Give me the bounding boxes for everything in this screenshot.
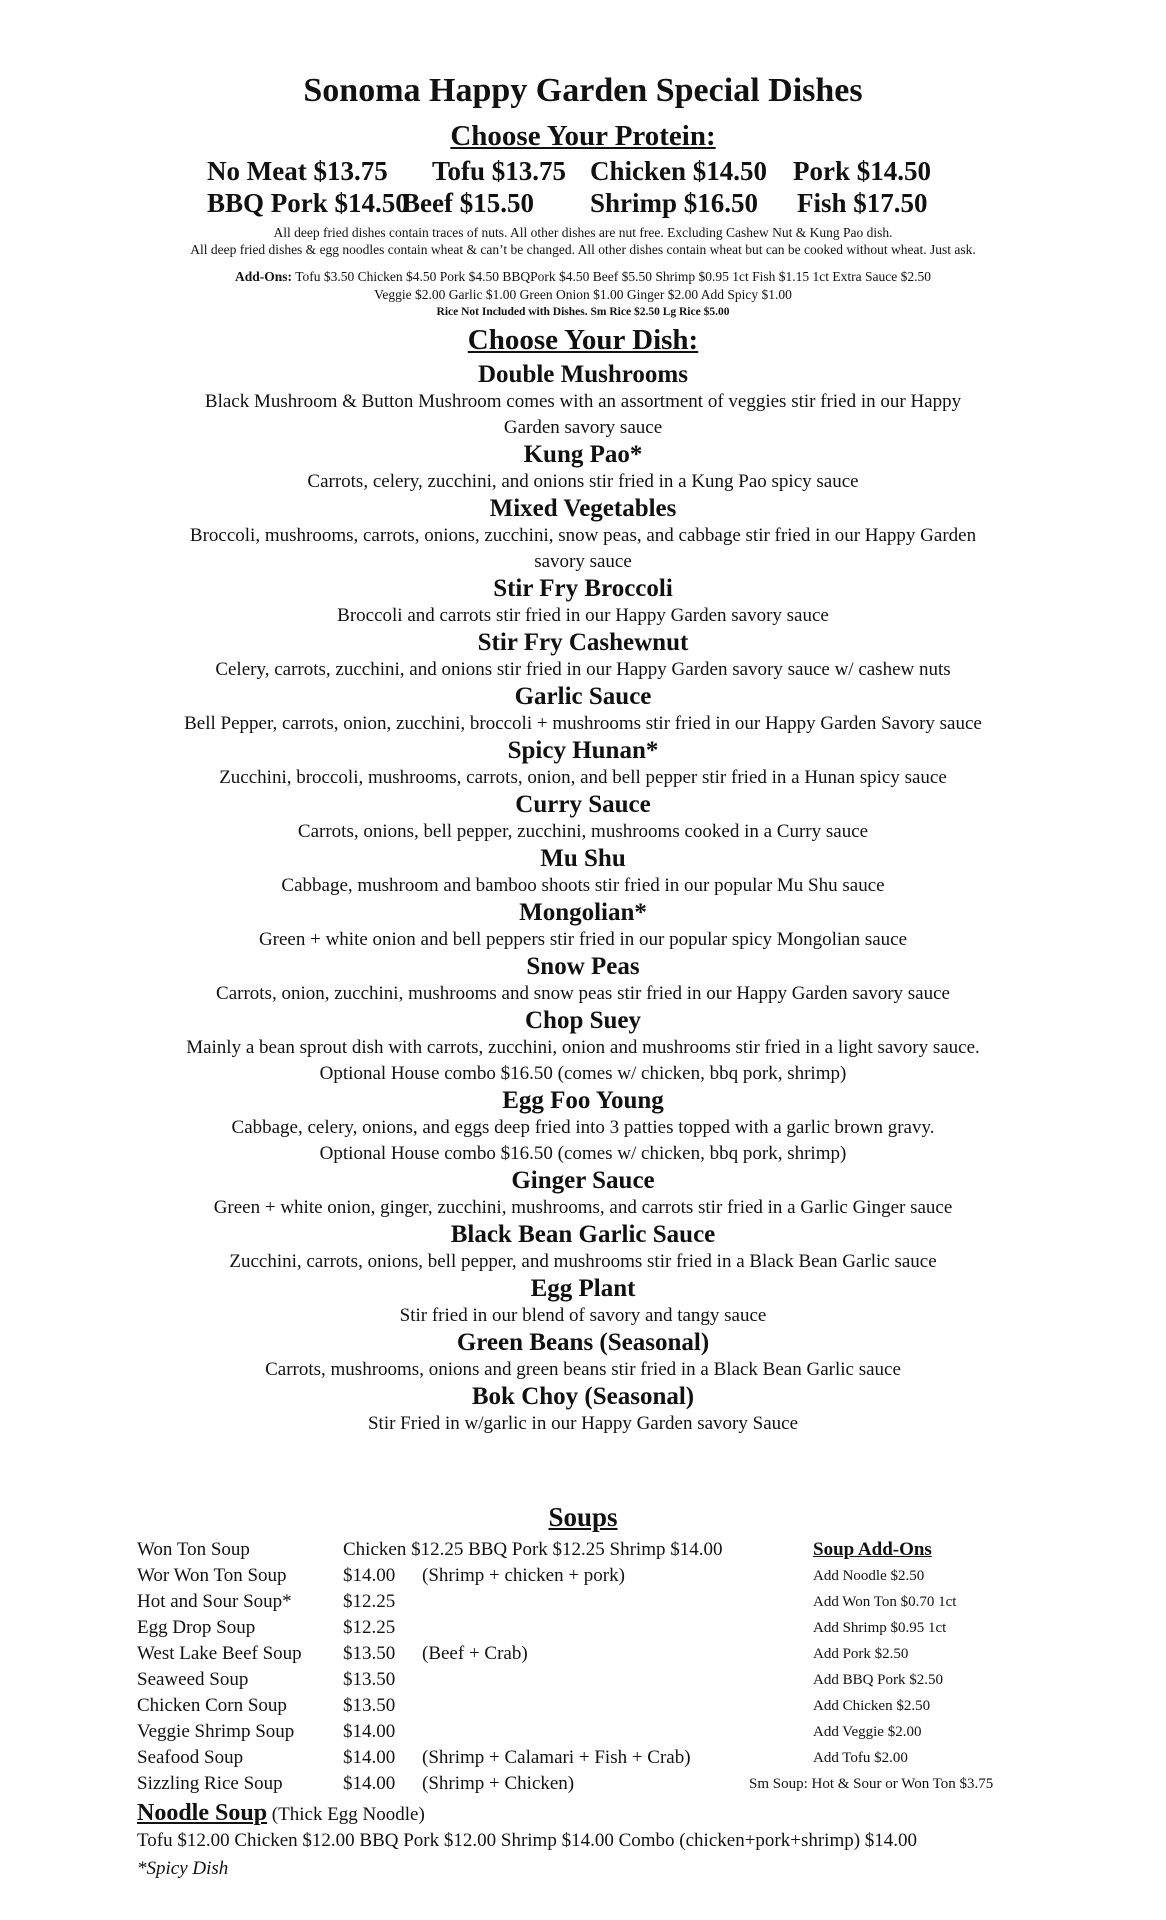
soup-addon: Add Chicken $2.50 — [813, 1698, 931, 1714]
soup-price: $14.00 — [343, 1773, 396, 1794]
dish-item — [120, 1007, 1046, 1087]
soup-addon: Add Noodle $2.50 — [813, 1568, 925, 1584]
soup-note: (Shrimp + chicken + pork) — [422, 1565, 625, 1586]
noodle-soup-title: Noodle Soup — [137, 1800, 268, 1826]
soup-addon: Add Tofu $2.00 — [813, 1750, 908, 1766]
soup-row — [137, 1719, 1037, 1745]
soup-row — [137, 1693, 1037, 1719]
dish-name: Black Bean Garlic Sauce — [450, 1221, 716, 1248]
soup-addon: Add BBQ Pork $2.50 — [813, 1672, 944, 1688]
soup-row — [137, 1667, 1037, 1693]
dish-name: Double Mushrooms — [478, 361, 688, 388]
dish-desc: Green + white onion, ginger, zucchini, mushrooms, and carrots stir fried in a Garlic Ginger sauce — [213, 1197, 953, 1218]
soup-name: Chicken Corn Soup — [137, 1695, 287, 1716]
dish-item — [120, 1087, 1046, 1167]
dish-desc: Broccoli and carrots stir fried in our Happy Garden savory sauce — [337, 605, 829, 626]
soup-name: Sizzling Rice Soup — [137, 1773, 283, 1794]
protein-option: Pork $14.50 — [793, 156, 931, 186]
dish-item — [120, 361, 1046, 441]
dish-desc: Optional House combo $16.50 (comes w/ chicken, bbq pork, shrimp) — [319, 1063, 847, 1084]
soup-note: (Shrimp + Calamari + Fish + Crab) — [422, 1747, 691, 1768]
soups-heading: Soups — [548, 1502, 618, 1532]
soup-note: (Shrimp + Chicken) — [422, 1773, 575, 1794]
dish-desc: Carrots, onion, zucchini, mushrooms and snow peas stir fried in our Happy Garden savory sauce — [216, 983, 950, 1004]
dish-desc: Carrots, mushrooms, onions and green beans stir fried in a Black Bean Garlic sauce — [265, 1359, 901, 1380]
dish-desc: Carrots, celery, zucchini, and onions stir fried in a Kung Pao spicy sauce — [307, 471, 859, 492]
soup-name: Won Ton Soup — [137, 1539, 250, 1560]
soup-price: $14.00 — [343, 1721, 396, 1742]
noodle-soup-heading — [137, 1800, 425, 1827]
noodle-soup-subtitle: (Thick Egg Noodle) — [271, 1804, 425, 1825]
soup-row — [137, 1589, 1037, 1615]
soup-price: $13.50 — [343, 1643, 396, 1664]
dish-name: Bok Choy (Seasonal) — [471, 1383, 695, 1410]
soup-row — [137, 1537, 1037, 1563]
small-soup-note: Sm Soup: Hot & Sour or Won Ton $3.75 — [749, 1776, 994, 1792]
dish-item — [120, 1329, 1046, 1383]
protein-option: Fish $17.50 — [797, 188, 928, 218]
soup-name: Veggie Shrimp Soup — [137, 1721, 295, 1742]
protein-option: Chicken $14.50 — [590, 156, 768, 186]
soup-price: $13.50 — [343, 1669, 396, 1690]
dish-item — [120, 1167, 1046, 1221]
dish-name: Chop Suey — [524, 1007, 641, 1034]
dish-item — [120, 495, 1046, 575]
dish-desc: Carrots, onions, bell pepper, zucchini, mushrooms cooked in a Curry sauce — [297, 821, 869, 842]
soup-price: $14.00 — [343, 1747, 396, 1768]
soup-addon: Add Shrimp $0.95 1ct — [813, 1620, 947, 1636]
dish-name: Kung Pao* — [523, 441, 643, 468]
soup-name: Egg Drop Soup — [137, 1617, 256, 1638]
noodle-soup-prices: Tofu $12.00 Chicken $12.00 BBQ Pork $12.00 Shrimp $14.00 Combo (chicken+pork+shrimp) $14.00 — [137, 1830, 918, 1851]
dish-item — [120, 953, 1046, 1007]
protein-option: BBQ Pork $14.50 — [207, 188, 409, 218]
dish-name: Ginger Sauce — [511, 1167, 655, 1194]
soup-price: $13.50 — [343, 1695, 396, 1716]
spicy-dish-note: *Spicy Dish — [137, 1858, 229, 1879]
dish-desc: Green + white onion and bell peppers stir fried in our popular spicy Mongolian sauce — [258, 929, 908, 950]
addons-list-2: Veggie $2.00 Garlic $1.00 Green Onion $1.00 Ginger $2.00 Add Spicy $1.00 — [374, 287, 792, 302]
dish-desc: Optional House combo $16.50 (comes w/ chicken, bbq pork, shrimp) — [319, 1143, 847, 1164]
dish-item — [120, 441, 1046, 495]
soup-addon: Add Pork $2.50 — [813, 1646, 909, 1662]
soup-row — [137, 1745, 1037, 1771]
dish-item — [120, 629, 1046, 683]
dish-name: Curry Sauce — [515, 791, 651, 818]
dish-heading: Choose Your Dish: — [467, 324, 699, 356]
dish-desc: Garden savory sauce — [503, 417, 663, 438]
soup-price: $12.25 — [343, 1591, 396, 1612]
dish-name: Mu Shu — [540, 845, 626, 872]
soup-row — [137, 1771, 1037, 1797]
dish-item — [120, 1383, 1046, 1437]
dish-desc: Broccoli, mushrooms, carrots, onions, zucchini, snow peas, and cabbage stir fried in our Happy Garden — [189, 525, 977, 546]
soup-price: $12.25 — [343, 1617, 396, 1638]
rice-note: Rice Not Included with Dishes. Sm Rice $2.50 Lg Rice $5.00 — [436, 306, 730, 318]
dish-item — [120, 899, 1046, 953]
protein-option: Beef $15.50 — [402, 188, 534, 218]
soup-name: Hot and Sour Soup* — [137, 1591, 292, 1612]
soup-addon: Add Won Ton $0.70 1ct — [813, 1594, 957, 1610]
dish-name: Stir Fry Cashewnut — [477, 629, 689, 656]
dish-name: Egg Foo Young — [502, 1087, 664, 1114]
addons-label: Add-Ons: — [235, 269, 293, 284]
addons-line-1 — [0, 268, 1166, 286]
dish-item — [120, 737, 1046, 791]
protein-heading: Choose Your Protein: — [450, 120, 716, 152]
dish-item — [120, 1275, 1046, 1329]
soup-row — [137, 1615, 1037, 1641]
soup-price: $14.00 — [343, 1565, 396, 1586]
soup-name: Seaweed Soup — [137, 1669, 249, 1690]
dish-name: Spicy Hunan* — [507, 737, 659, 764]
dish-name: Garlic Sauce — [514, 683, 652, 710]
dish-desc: Stir fried in our blend of savory and tangy sauce — [399, 1305, 767, 1326]
soup-row — [137, 1563, 1037, 1589]
dish-name: Stir Fry Broccoli — [493, 575, 673, 602]
dish-desc: Bell Pepper, carrots, onion, zucchini, broccoli + mushrooms stir fried in our Happy Garden Savory sauce — [184, 713, 982, 734]
soup-name: Seafood Soup — [137, 1747, 244, 1768]
dish-item — [120, 683, 1046, 737]
dish-name: Mixed Vegetables — [489, 495, 677, 522]
dish-desc: Cabbage, mushroom and bamboo shoots stir fried in our popular Mu Shu sauce — [281, 875, 885, 896]
protein-option: Tofu $13.75 — [432, 156, 567, 186]
soup-name: West Lake Beef Soup — [137, 1643, 302, 1664]
soup-table — [137, 1537, 1037, 1797]
dish-item — [120, 791, 1046, 845]
soup-row — [137, 1641, 1037, 1667]
dish-item — [120, 1221, 1046, 1275]
soup-price: Chicken $12.25 BBQ Pork $12.25 Shrimp $14.00 — [343, 1539, 723, 1560]
dish-desc: savory sauce — [534, 551, 632, 572]
dish-desc: Zucchini, carrots, onions, bell pepper, and mushrooms stir fried in a Black Bean Garlic sauce — [229, 1251, 937, 1272]
protein-option: Shrimp $16.50 — [590, 188, 759, 218]
dish-desc: Stir Fried in w/garlic in our Happy Garden savory Sauce — [367, 1413, 799, 1434]
dish-name: Mongolian* — [519, 899, 647, 926]
soup-name: Wor Won Ton Soup — [137, 1565, 287, 1586]
dish-item — [120, 575, 1046, 629]
soup-note: (Beef + Crab) — [422, 1643, 528, 1664]
page-title: Sonoma Happy Garden Special Dishes — [303, 72, 863, 109]
protein-option: No Meat $13.75 — [207, 156, 388, 186]
dish-item — [120, 845, 1046, 899]
soup-addons-heading: Soup Add-Ons — [813, 1539, 932, 1560]
dish-desc: Zucchini, broccoli, mushrooms, carrots, onion, and bell pepper stir fried in a Hunan spicy sauce — [219, 767, 947, 788]
dish-desc: Mainly a bean sprout dish with carrots, zucchini, onion and mushrooms stir fried in a light savory sauce. — [186, 1037, 980, 1058]
allergen-note-1: All deep fried dishes contain traces of nuts. All other dishes are nut free. Excluding Cashew Nut & Kung Pao dish. — [273, 225, 893, 240]
dish-list — [120, 361, 1046, 1437]
allergen-note-2: All deep fried dishes & egg noodles contain wheat & can’t be changed. All other dishes contain wheat but can be cooked without wheat. Just ask. — [190, 242, 976, 257]
dish-desc: Celery, carrots, zucchini, and onions stir fried in our Happy Garden savory sauce w/ cashew nuts — [215, 659, 951, 680]
dish-desc: Black Mushroom & Button Mushroom comes with an assortment of veggies stir fried in our Happy — [204, 391, 962, 412]
dish-name: Green Beans (Seasonal) — [456, 1329, 710, 1356]
dish-desc: Cabbage, celery, onions, and eggs deep fried into 3 patties topped with a garlic brown gravy. — [231, 1117, 935, 1138]
dish-name: Egg Plant — [530, 1275, 636, 1302]
dish-name: Snow Peas — [526, 953, 640, 980]
addons-list-1: Tofu $3.50 Chicken $4.50 Pork $4.50 BBQPork $4.50 Beef $5.50 Shrimp $0.95 1ct Fish $1.15 1ct Extra Sauce $2.50 — [295, 269, 931, 284]
soup-addon: Add Veggie $2.00 — [813, 1724, 922, 1740]
